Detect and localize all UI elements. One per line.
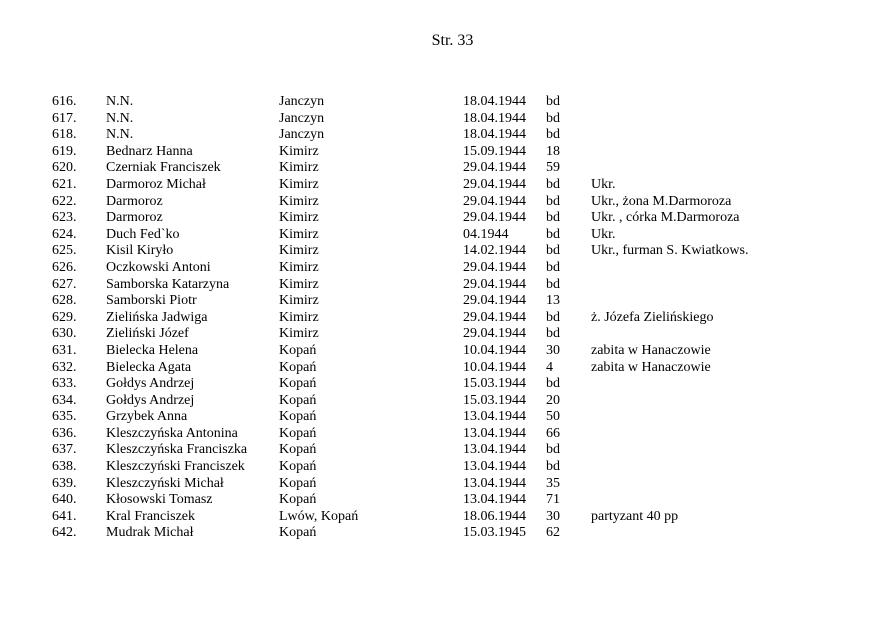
age-value: 30 [546,508,560,524]
notes-text: Ukr. [591,226,616,242]
place-name: Kimirz [279,326,319,342]
death-date: 10.04.1944 [463,342,526,358]
age-value: bd [546,376,560,392]
victims-list [0,94,893,542]
person-name: Duch Fed`ko [106,226,180,242]
place-name: Lwów, Kopań [279,508,359,524]
notes-text: Ukr. , córka M.Darmoroza [591,210,740,226]
person-name: Zielińska Jadwiga [106,309,208,325]
person-name: Kleszczyńska Antonina [106,425,238,441]
age-value: bd [546,309,560,325]
death-date: 29.04.1944 [463,210,526,226]
notes-text: ż. Józefa Zielińskiego [591,309,714,325]
place-name: Kopań [279,392,317,408]
age-value: 62 [546,525,560,541]
age-value: bd [546,276,560,292]
record-row [0,243,893,260]
record-row [0,509,893,526]
record-number: 624. [52,226,77,242]
place-name: Kopań [279,425,317,441]
death-date: 29.04.1944 [463,259,526,275]
person-name: N.N. [106,110,134,126]
notes-text: Ukr., żona M.Darmoroza [591,193,732,209]
place-name: Kimirz [279,176,319,192]
death-date: 13.04.1944 [463,492,526,508]
death-date: 29.04.1944 [463,293,526,309]
death-date: 18.06.1944 [463,508,526,524]
person-name: Kleszczyński Franciszek [106,459,245,475]
place-name: Kopań [279,442,317,458]
age-value: 18 [546,143,560,159]
record-number: 636. [52,425,77,441]
record-number: 621. [52,176,77,192]
record-row [0,343,893,360]
record-row [0,111,893,128]
place-name: Kopań [279,342,317,358]
death-date: 10.04.1944 [463,359,526,375]
place-name: Kopań [279,492,317,508]
age-value: 13 [546,293,560,309]
page-number-header: Str. 33 [431,32,474,49]
age-value: 66 [546,425,560,441]
age-value: bd [546,176,560,192]
person-name: Kłosowski Tomasz [106,492,213,508]
record-number: 623. [52,210,77,226]
death-date: 14.02.1944 [463,243,526,259]
death-date: 13.04.1944 [463,442,526,458]
age-value: 59 [546,160,560,176]
person-name: Darmoroz [106,210,163,226]
record-row [0,393,893,410]
record-number: 627. [52,276,77,292]
record-number: 640. [52,492,77,508]
record-number: 632. [52,359,77,375]
notes-text: zabita w Hanaczowie [591,359,711,375]
record-row [0,310,893,327]
place-name: Kimirz [279,160,319,176]
record-number: 631. [52,342,77,358]
death-date: 29.04.1944 [463,160,526,176]
person-name: Kleszczyńska Franciszka [106,442,248,458]
notes-text: Ukr., furman S. Kwiatkows. [591,243,749,259]
place-name: Janczyn [279,94,325,109]
death-date: 15.09.1944 [463,143,526,159]
record-row [0,260,893,277]
record-row [0,160,893,177]
record-number: 630. [52,326,77,342]
record-number: 625. [52,243,77,259]
death-date: 15.03.1944 [463,376,526,392]
person-name: Zieliński Józef [106,326,189,342]
place-name: Kimirz [279,309,319,325]
age-value: 71 [546,492,560,508]
record-row [0,360,893,377]
age-value: bd [546,210,560,226]
notes-text: partyzant 40 pp [591,508,679,524]
age-value: bd [546,459,560,475]
record-number: 622. [52,193,77,209]
age-value: bd [546,193,560,209]
record-number: 633. [52,376,77,392]
age-value: bd [546,94,560,109]
person-name: Oczkowski Antoni [106,259,211,275]
age-value: bd [546,442,560,458]
person-name: Gołdys Andrzej [106,376,195,392]
person-name: Samborski Piotr [106,293,197,309]
record-row [0,177,893,194]
record-row [0,194,893,211]
person-name: Samborska Katarzyna [106,276,230,292]
record-row [0,210,893,227]
record-row [0,144,893,161]
death-date: 29.04.1944 [463,326,526,342]
place-name: Kimirz [279,243,319,259]
death-date: 18.04.1944 [463,94,526,109]
record-row [0,476,893,493]
death-date: 15.03.1945 [463,525,526,541]
age-value: 4 [546,359,553,375]
record-row [0,426,893,443]
person-name: Kral Franciszek [106,508,196,524]
record-number: 637. [52,442,77,458]
record-row [0,459,893,476]
record-number: 642. [52,525,77,541]
record-number: 620. [52,160,77,176]
record-number: 618. [52,127,77,143]
place-name: Kimirz [279,293,319,309]
age-value: bd [546,326,560,342]
age-value: 35 [546,475,560,491]
person-name: Mudrak Michał [106,525,194,541]
record-number: 619. [52,143,77,159]
place-name: Janczyn [279,110,325,126]
record-number: 635. [52,409,77,425]
place-name: Kopań [279,525,317,541]
person-name: Kleszczyński Michał [106,475,224,491]
record-number: 634. [52,392,77,408]
death-date: 18.04.1944 [463,127,526,143]
death-date: 04.1944 [463,226,509,242]
person-name: N.N. [106,127,134,143]
record-row [0,525,893,542]
age-value: 20 [546,392,560,408]
place-name: Kimirz [279,226,319,242]
record-row [0,94,893,111]
age-value: 50 [546,409,560,425]
age-value: bd [546,226,560,242]
place-name: Kopań [279,376,317,392]
record-row [0,277,893,294]
age-value: bd [546,259,560,275]
person-name: Darmoroz [106,193,163,209]
place-name: Kimirz [279,193,319,209]
death-date: 29.04.1944 [463,193,526,209]
age-value: bd [546,127,560,143]
record-number: 639. [52,475,77,491]
place-name: Kimirz [279,143,319,159]
place-name: Kimirz [279,210,319,226]
person-name: Grzybek Anna [106,409,188,425]
death-date: 13.04.1944 [463,409,526,425]
place-name: Kimirz [279,276,319,292]
death-date: 29.04.1944 [463,176,526,192]
place-name: Kopań [279,359,317,375]
record-row [0,127,893,144]
record-number: 617. [52,110,77,126]
record-number: 641. [52,508,77,524]
person-name: Bielecka Agata [106,359,192,375]
age-value: bd [546,243,560,259]
record-number: 638. [52,459,77,475]
death-date: 13.04.1944 [463,475,526,491]
place-name: Kimirz [279,259,319,275]
record-number: 616. [52,94,77,109]
place-name: Kopań [279,409,317,425]
record-row [0,409,893,426]
age-value: 30 [546,342,560,358]
person-name: N.N. [106,94,134,109]
record-row [0,442,893,459]
place-name: Janczyn [279,127,325,143]
death-date: 18.04.1944 [463,110,526,126]
record-row [0,492,893,509]
person-name: Bielecka Helena [106,342,199,358]
record-row [0,376,893,393]
notes-text: zabita w Hanaczowie [591,342,711,358]
record-row [0,227,893,244]
person-name: Kisil Kiryło [106,243,174,259]
place-name: Kopań [279,475,317,491]
place-name: Kopań [279,459,317,475]
notes-text: Ukr. [591,176,616,192]
death-date: 29.04.1944 [463,309,526,325]
record-number: 628. [52,293,77,309]
death-date: 13.04.1944 [463,459,526,475]
record-row [0,293,893,310]
death-date: 29.04.1944 [463,276,526,292]
record-row [0,326,893,343]
death-date: 15.03.1944 [463,392,526,408]
person-name: Darmoroz Michał [106,176,206,192]
person-name: Czerniak Franciszek [106,160,221,176]
age-value: bd [546,110,560,126]
death-date: 13.04.1944 [463,425,526,441]
record-number: 626. [52,259,77,275]
person-name: Gołdys Andrzej [106,392,195,408]
record-number: 629. [52,309,77,325]
person-name: Bednarz Hanna [106,143,193,159]
